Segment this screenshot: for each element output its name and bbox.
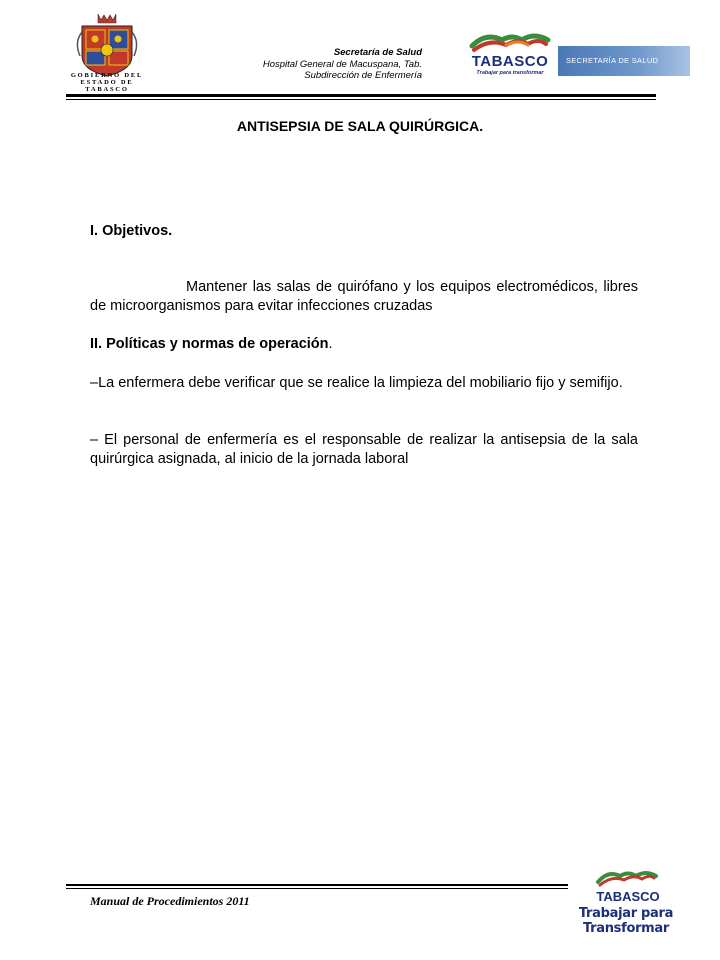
secretaria-de-salud-banner [558, 46, 690, 76]
policy-item: – El personal de enfermería es el responsable de realizar la antisepsia de la sala quirúrgica asignada, al inicio de la jornada laboral [90, 432, 638, 467]
government-name-line-2: ESTADO DE [80, 79, 134, 86]
document-title: ANTISEPSIA DE SALA QUIRÚRGICA. [236, 118, 484, 134]
banner-label: SECRETARÍA DE SALUD [566, 56, 659, 65]
footer-manual-label: Manual de Procedimientos 2011 [90, 894, 250, 908]
section-heading-policies [90, 335, 638, 354]
tabasco-wordmark: TABASCO [471, 53, 549, 70]
footer-divider-thick [66, 884, 568, 886]
policy-item: –La enfermera debe verificar que se realice la limpieza del mobiliario fijo y semifijo. [90, 375, 623, 391]
objective-paragraph: Mantener las salas de quirófano y los equipos electromédicos, libres de microorganismos para evitar infecciones cruzadas [90, 279, 638, 314]
government-name-line-1: GOBIERNO DEL [70, 72, 144, 79]
policies-heading-text: II. Políticas y normas de operación [90, 336, 329, 352]
department-name: Subdirección de Enfermería [304, 70, 422, 81]
footer-divider-thin [66, 888, 568, 889]
header-divider-thick [66, 94, 656, 97]
footer-tabasco-slogan: Trabajar para Transformar [578, 906, 674, 936]
hospital-name: Hospital General de Macuspana, Tab. [262, 58, 422, 70]
header-divider-thin [66, 99, 656, 100]
section-heading-objectives: I. Objetivos. [90, 223, 173, 239]
institution-block [263, 47, 422, 82]
tabasco-slogan: Trabajar para transformar [476, 70, 544, 76]
government-name-line-3: TABASCO [85, 86, 129, 93]
policies-heading-period: . [328, 336, 333, 352]
institution-name: Secretaría de Salud [333, 47, 422, 58]
footer-tabasco-wordmark: TABASCO [596, 889, 660, 904]
